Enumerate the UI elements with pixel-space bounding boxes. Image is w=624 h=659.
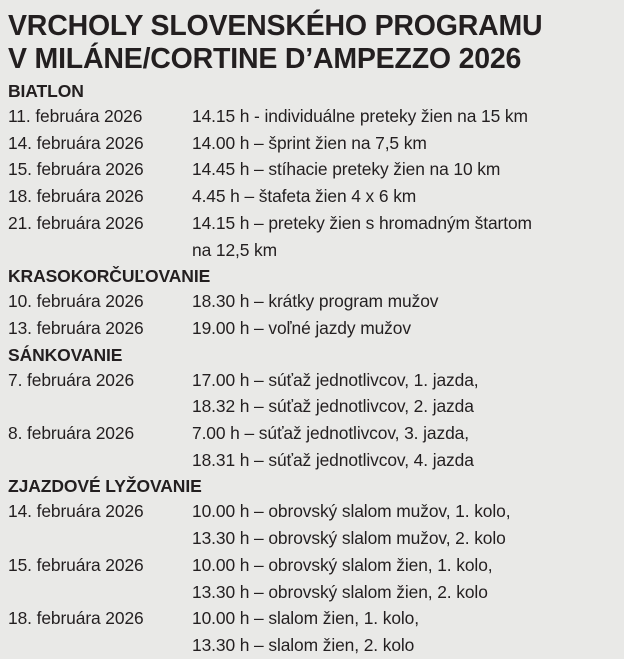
schedule-row (8, 315, 616, 342)
section-heading: SÁNKOVANIE (8, 344, 123, 365)
event-date: 11. februára 2026 (8, 106, 143, 126)
schedule-row (8, 156, 616, 183)
sections-container (8, 80, 616, 659)
event-date: 13. februára 2026 (8, 317, 144, 338)
event-details (192, 156, 616, 183)
section-rows (8, 367, 616, 474)
event-detail-line: 13.30 h – obrovský slalom žien, 2. kolo (192, 581, 488, 602)
event-detail-line: 18.31 h – súťaž jednotlivcov, 4. jazda (192, 449, 474, 470)
event-detail-line: 14.45 h – stíhacie preteky žien na 10 km (192, 159, 501, 180)
event-details (192, 367, 616, 420)
event-detail-line: 10.00 h – slalom žien, 1. kolo, (192, 608, 419, 629)
sport-section (8, 80, 616, 263)
event-details (192, 210, 616, 263)
event-details (192, 605, 616, 658)
event-details (192, 420, 616, 473)
page-title-line-2: V MILÁNE/CORTINE D’AMPEZZO 2026 (8, 43, 522, 75)
page-title-line-1: VRCHOLY SLOVENSKÉHO PROGRAMU (8, 10, 543, 42)
section-heading: BIATLON (8, 81, 84, 101)
sport-section (8, 475, 616, 658)
schedule-row (8, 367, 616, 420)
schedule-row (8, 498, 616, 551)
page-title (8, 10, 616, 76)
schedule-row (8, 288, 616, 315)
event-date: 18. februára 2026 (8, 186, 144, 207)
event-details (192, 288, 616, 315)
section-heading: KRASOKORČUĽOVANIE (8, 266, 211, 287)
sport-section (8, 344, 616, 474)
section-rows (8, 498, 616, 658)
event-details (192, 498, 616, 551)
event-detail-line: 13.30 h – obrovský slalom mužov, 2. kolo (192, 528, 506, 549)
event-date: 8. februára 2026 (8, 423, 135, 444)
event-details (192, 130, 616, 157)
event-detail-line: 17.00 h – súťaž jednotlivcov, 1. jazda, (192, 369, 479, 390)
section-rows (8, 103, 616, 263)
event-details (192, 552, 616, 605)
section-rows (8, 288, 616, 341)
event-date: 14. februára 2026 (8, 132, 144, 153)
event-date: 10. februára 2026 (8, 291, 144, 312)
schedule-row (8, 183, 616, 210)
sport-section (8, 265, 616, 341)
event-date: 15. februára 2026 (8, 554, 144, 575)
event-detail-line: 14.00 h – šprint žien na 7,5 km (192, 132, 427, 153)
schedule-row (8, 103, 616, 130)
event-details (192, 315, 616, 342)
event-detail-line: 19.00 h – voľné jazdy mužov (192, 317, 411, 338)
event-date: 14. februára 2026 (8, 501, 144, 522)
event-detail-line: 10.00 h – obrovský slalom žien, 1. kolo, (192, 554, 493, 575)
section-heading: ZJAZDOVÉ LYŽOVANIE (8, 476, 202, 497)
schedule-row (8, 210, 616, 263)
event-details (192, 103, 616, 130)
schedule-row (8, 552, 616, 605)
event-date: 7. februára 2026 (8, 369, 135, 390)
event-detail-line: 18.30 h – krátky program mužov (192, 291, 439, 312)
schedule-row (8, 605, 616, 658)
schedule-row (8, 130, 616, 157)
event-detail-line: 18.32 h – súťaž jednotlivcov, 2. jazda (192, 396, 474, 417)
event-detail-line: 7.00 h – súťaž jednotlivcov, 3. jazda, (192, 423, 469, 444)
event-date: 18. februára 2026 (8, 608, 144, 629)
event-detail-line: na 12,5 km (192, 239, 278, 260)
event-detail-line: 13.30 h – slalom žien, 2. kolo (192, 634, 415, 655)
event-details (192, 183, 616, 210)
event-detail-line: 10.00 h – obrovský slalom mužov, 1. kolo, (192, 501, 511, 522)
event-detail-line: 4.45 h – štafeta žien 4 x 6 km (192, 186, 417, 207)
event-date: 15. februára 2026 (8, 159, 144, 180)
event-detail-line: 14.15 h – preteky žien s hromadným štartom (192, 212, 532, 233)
schedule-row (8, 420, 616, 473)
event-detail-line: 14.15 h - individuálne preteky žien na 15 km (192, 106, 528, 126)
event-date: 21. februára 2026 (8, 212, 144, 233)
